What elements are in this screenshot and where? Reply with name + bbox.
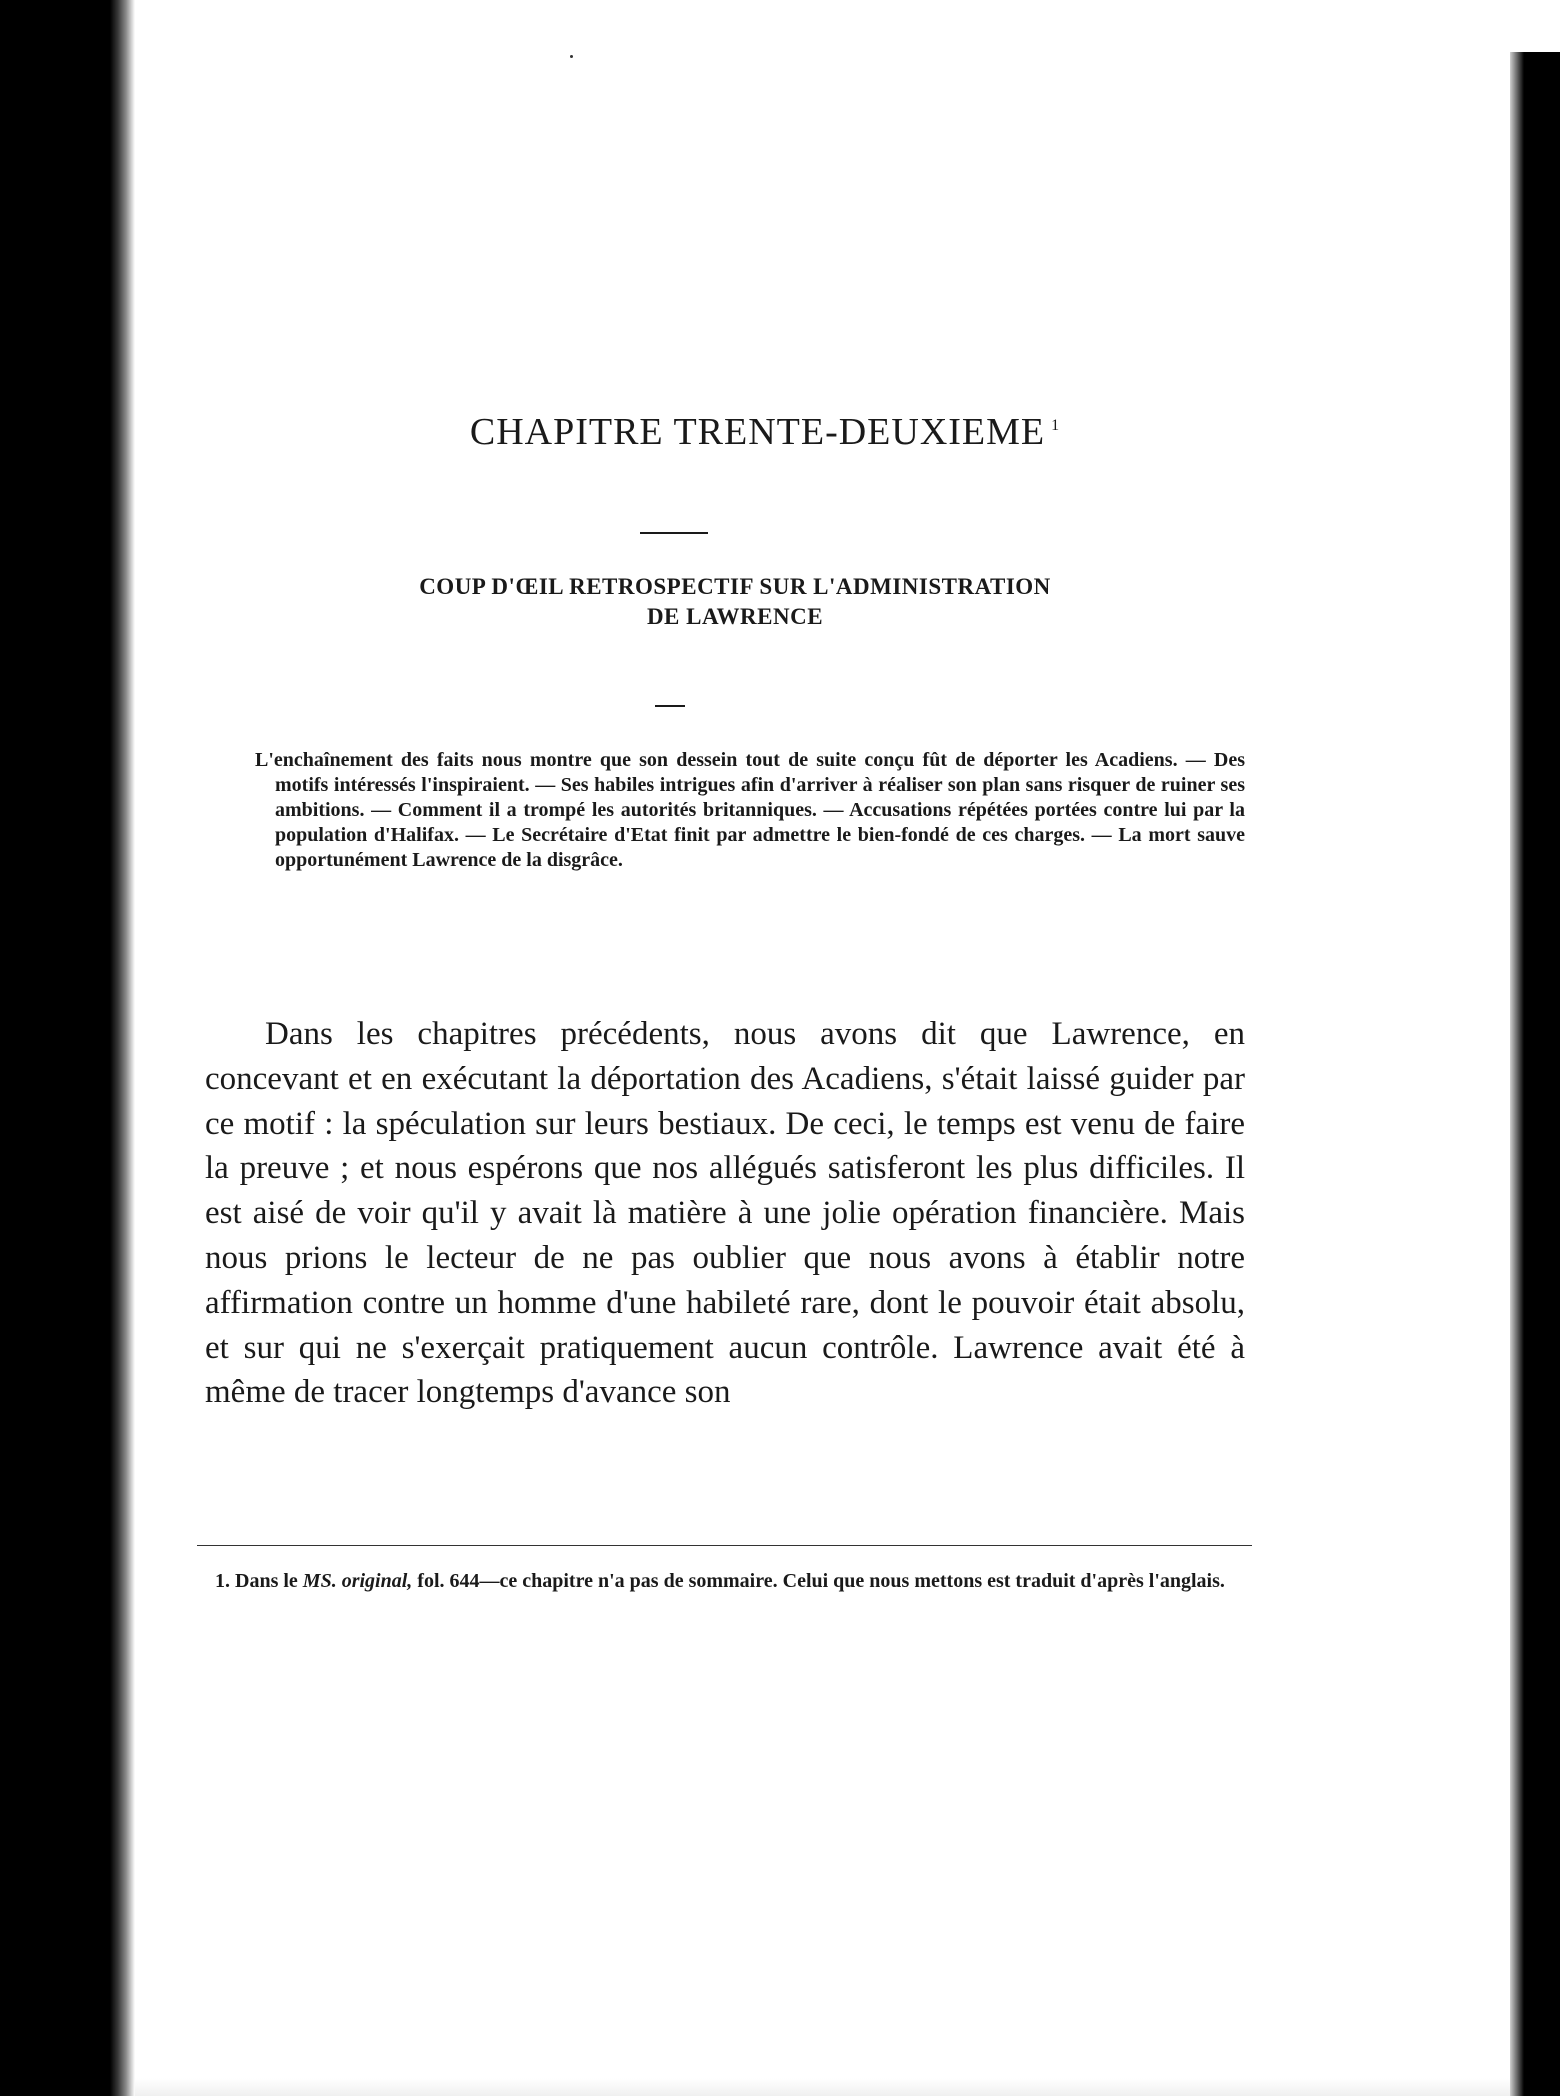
footnote-text: fol. 644—ce chapitre n'a pas de sommaire. Celui que nous mettons est traduit d'après l'anglais. (417, 1570, 1225, 1592)
subtitle-line-1: COUP D'ŒIL RETROSPECTIF SUR L'ADMINISTRATION (419, 574, 1051, 599)
scan-left-edge (0, 0, 135, 2096)
subtitle-rule (655, 705, 685, 707)
book-page (135, 0, 1510, 2096)
chapter-title-text: CHAPITRE TRENTE-DEUXIEME (469, 411, 1046, 453)
footnote-ms-reference: MS. original, (302, 1570, 413, 1592)
chapter-summary: L'enchaînement des faits nous montre que son dessein tout de suite conçu fût de déporter les Acadiens. — Des motifs intéressés l'inspiraient. — Ses habiles intrigues afin d'arriver à réaliser son plan sans risquer de ruiner ses ambitions. — Comment il a trompé les autorités britanniques. — Accusations répétées portées contre lui par la population d'Halifax. — Le Secrétaire d'Etat finit par admettre le bien-fondé de ces charges. — La mort sauve opportunément Lawrence de la disgrâce. (255, 749, 1245, 871)
title-rule (640, 532, 708, 534)
scan-right-edge (1510, 52, 1560, 2096)
footnote-rule (197, 1545, 1252, 1546)
footnote-number: 1. (215, 1570, 230, 1592)
chapter-subtitle (285, 572, 1185, 632)
speck-mark (570, 55, 573, 58)
subtitle-line-2: DE LAWRENCE (646, 604, 824, 629)
chapter-footnote-marker: 1 (1051, 417, 1061, 435)
footnote (195, 1568, 1255, 1594)
body-paragraph: Dans les chapitres précédents, nous avons dit que Lawrence, en concevant et en exécutant la déportation des Acadiens, s'était laissé guider par ce motif : la spéculation sur leurs bestiaux. De ceci, le temps est venu de faire la preuve ; et nous espérons que nos allégués satisferont les plus difficiles. Il est aisé de voir qu'il y avait là matière à une jolie opération financière. Mais nous prions le lecteur de ne pas oublier que nous avons à établir notre affirmation contre un homme d'une habileté rare, dont le pouvoir était absolu, et sur qui ne s'exerçait pratiquement aucun contrôle. Lawrence avait été à même de tracer longtemps d'avance son (205, 1016, 1245, 1411)
scan-top-right-corner (1510, 0, 1560, 52)
footnote-prefix: Dans le (235, 1570, 298, 1592)
chapter-title (385, 410, 1145, 454)
